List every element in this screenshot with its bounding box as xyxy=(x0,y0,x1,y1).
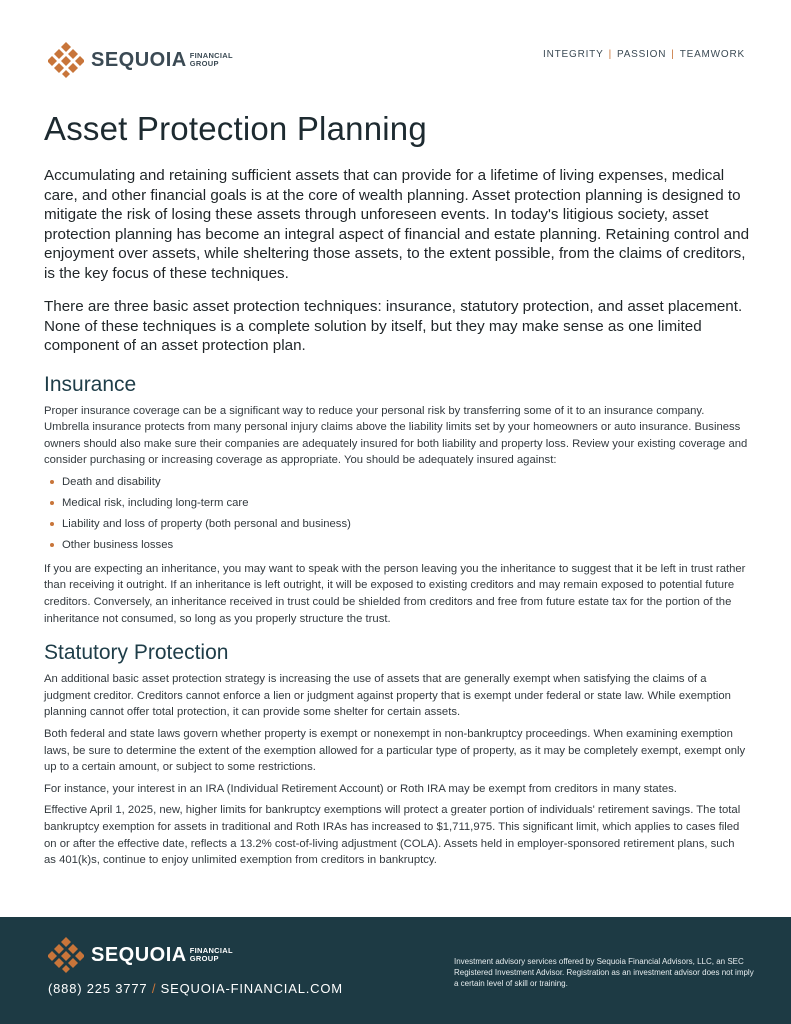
intro-paragraph-1: Accumulating and retaining sufficient assets that can provide for a lifetime of living expenses, medical care, and other financial goals is at the core of wealth planning. Asset protection planning is designed to mitigate the risk of losing these assets through unforeseen events. In today's litigious society, asset protection planning has become an integral aspect of financial and estate planning. Retaining control and enjoyment over assets, while sheltering those assets, to the extent possible, from the claims of creditors, is the key focus of these techniques. xyxy=(44,167,750,282)
bullet-icon xyxy=(50,480,54,484)
bullet-icon xyxy=(50,543,54,547)
sequoia-logo-icon xyxy=(48,42,84,78)
list-item: Medical risk, including long-term care xyxy=(44,493,749,514)
statutory-paragraph-4: Effective April 1, 2025, new, higher limits for bankruptcy exemptions will protect a greater portion of individuals' retirement savings. The total bankruptcy exemption for assets in traditional and Roth IRAs has increased to $1,711,975. This significant limit, which applies to cases filed on or after the effective date, reflects a 13.2% cost-of-living adjustment (COLA). Assets held in employer-sponsored retirement plans, such as 401(k)s, continue to enjoy unlimited exemption from creditors in bankruptcy. xyxy=(44,804,741,867)
list-item: Other business losses xyxy=(44,535,749,556)
section-heading-statutory-protection: Statutory Protection xyxy=(44,641,229,665)
logo-wordmark: SEQUOIA xyxy=(91,48,187,71)
insurance-paragraph-1: Proper insurance coverage can be a significant way to reduce your personal risk by transferring some of it to an insurance company. Umbrella insurance protects from many personal injury claims above the liability limits set by your homeowners or auto insurance. Business owners should also make sure their companies are adequately insured for both liability and property loss. Review your existing coverage and consider purchasing or increasing coverage as appropriate. You should be adequately insured against: xyxy=(44,404,748,467)
website-link[interactable]: SEQUOIA-FINANCIAL.COM xyxy=(160,981,343,996)
tagline-passion: PASSION xyxy=(616,49,667,60)
company-logo[interactable] xyxy=(48,42,233,78)
phone-link[interactable]: (888) 225 3777 xyxy=(48,981,148,996)
document-content xyxy=(44,110,749,869)
insurance-bullet-list xyxy=(44,472,749,556)
section-heading-insurance: Insurance xyxy=(44,372,137,396)
page-header xyxy=(0,0,791,100)
tagline-integrity: INTEGRITY xyxy=(543,49,604,60)
statutory-paragraph-3: For instance, your interest in an IRA (Individual Retirement Account) or Roth IRA may be exempt from creditors in many states. xyxy=(44,782,677,795)
footer-logo-wordmark: SEQUOIA xyxy=(91,943,187,966)
page-title: Asset Protection Planning xyxy=(44,110,427,147)
list-item: Death and disability xyxy=(44,472,749,493)
statutory-paragraph-1: An additional basic asset protection strategy is increasing the use of assets that are generally exempt when satisfying the claims of a judgment creditor. Creditors cannot enforce a lien or judgment against property that is exempt under federal or state law. While exemption planning cannot offer total protection, it can provide some shelter for certain assets. xyxy=(44,673,731,719)
footer-contact: (888) 225 3777 / SEQUOIA-FINANCIAL.COM xyxy=(48,981,343,996)
insurance-paragraph-2: If you are expecting an inheritance, you may want to speak with the person leaving you the inheritance to suggest that it be left in trust rather than receiving it outright. If an inheritance is left outright, it will be exposed to existing creditors and may remain exposed to potential future creditors. Conversely, an inheritance received in trust could be shielded from creditors and free from future estate tax for the portion of the inheritance not consumed, so long as you properly structure the trust. xyxy=(44,562,746,625)
brand-tagline: INTEGRITY | PASSION | TEAMWORK xyxy=(543,49,745,60)
footer-logo-subtext: FINANCIAL GROUP xyxy=(189,946,233,963)
logo-subtext: FINANCIAL GROUP xyxy=(189,51,233,68)
bullet-icon xyxy=(50,501,54,505)
tagline-teamwork: TEAMWORK xyxy=(679,49,745,60)
footer-disclaimer: Investment advisory services offered by Sequoia Financial Advisors, LLC, an SEC Registered Investment Advisor. Registration as an investment advisor does not imply a certain level of skill or training. xyxy=(454,957,754,988)
footer-logo[interactable] xyxy=(48,937,233,973)
sequoia-logo-icon xyxy=(48,937,84,973)
bullet-icon xyxy=(50,522,54,526)
intro-paragraph-2: There are three basic asset protection techniques: insurance, statutory protection, and asset placement. None of these techniques is a complete solution by itself, but they may make sense as one limited component of an asset protection plan. xyxy=(44,298,743,354)
list-item: Liability and loss of property (both personal and business) xyxy=(44,514,749,535)
page-footer xyxy=(0,917,791,1024)
statutory-paragraph-2: Both federal and state laws govern whether property is exempt or nonexempt in non-bankruptcy proceedings. When examining exemption laws, be sure to determine the extent of the exemption allowed for a particular type of property, as it may be completely exempt, exempt only up to a certain amount, or subject to some restrictions. xyxy=(44,728,746,774)
